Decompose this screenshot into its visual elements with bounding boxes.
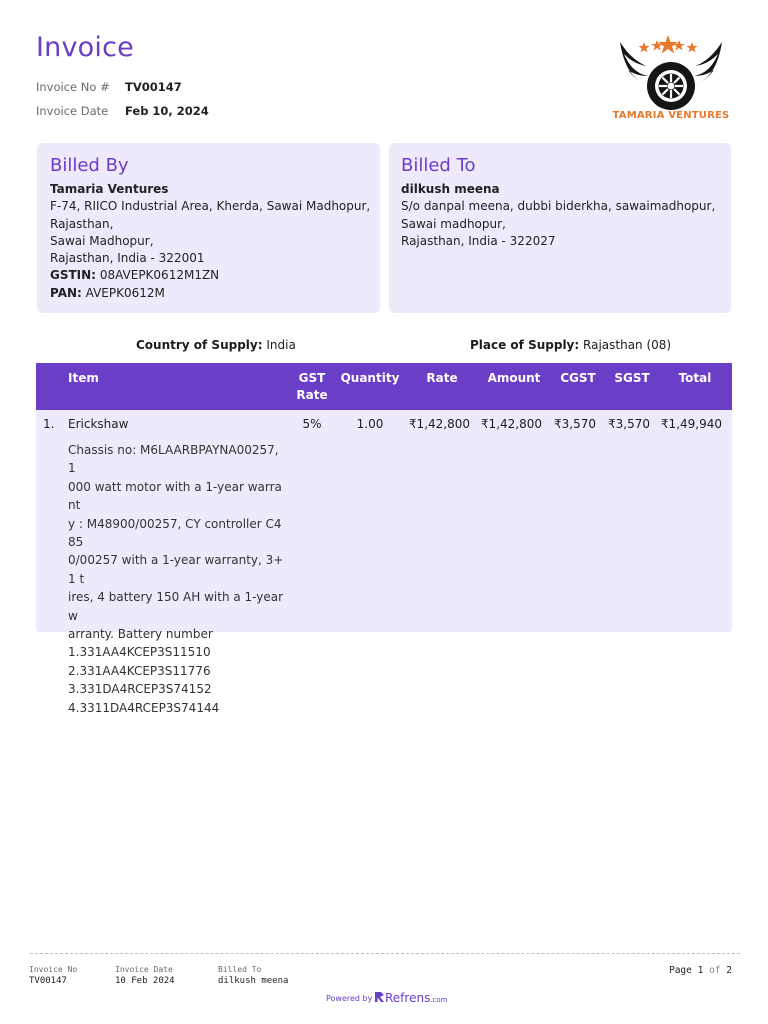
table-header — [36, 363, 732, 410]
page-indicator — [669, 965, 732, 976]
items-table — [36, 363, 732, 715]
logo-text: TAMARIA VENTURES — [612, 110, 730, 121]
billed-by-pan — [50, 285, 370, 302]
gstin-label: GSTIN: — [50, 268, 96, 283]
country-of-supply — [136, 338, 296, 352]
description-line: 2.331AA4KCEP3S11776 — [68, 663, 211, 678]
billed-by-name: Tamaria Ventures — [50, 182, 169, 196]
invoice-title: Invoice — [36, 32, 134, 63]
invoice-number-value: TV00147 — [125, 80, 182, 94]
page-current: 1 — [697, 965, 704, 976]
billed-to-name: dilkush meena — [401, 182, 500, 196]
billed-to-address-line: Rajasthan, India - 322027 — [401, 233, 556, 248]
row-index: 1. — [43, 417, 55, 431]
refrens-brand-link[interactable] — [374, 991, 448, 1005]
description-line: 000 watt motor with a 1-year warrant — [68, 479, 282, 513]
billed-to-address-line: Sawai madhopur, — [401, 216, 506, 231]
gstin-value: 08AVEPK0612M1ZN — [99, 268, 220, 283]
column-header-sgst: SGST — [614, 371, 650, 385]
page-total: 2 — [726, 965, 732, 976]
billed-by-heading: Billed By — [50, 155, 129, 176]
column-header-amount: Amount — [487, 371, 541, 385]
row-rate: ₹1,42,800 — [408, 417, 470, 431]
invoice-number-row — [36, 80, 182, 94]
invoice-date-label: Invoice Date — [36, 104, 109, 118]
footer-billed-to-value: dilkush meena — [218, 976, 289, 986]
page-of: of — [709, 965, 721, 976]
column-header-rate: Rate — [426, 371, 458, 385]
page-label: Page — [668, 965, 692, 976]
billed-by-address-line: Rajasthan, — [50, 216, 114, 231]
footer-invoice-no-value: TV00147 — [29, 976, 67, 986]
billed-by-gstin — [50, 267, 370, 284]
refrens-logo-icon — [374, 991, 385, 1003]
pan-value: AVEPK0612M — [85, 285, 165, 300]
column-header-gst-rate — [288, 370, 336, 404]
footer-billed-to-label: Billed To — [218, 965, 262, 974]
description-line: y : M48900/00257, CY controller C485 — [68, 516, 282, 550]
billed-to-heading: Billed To — [401, 155, 476, 176]
row-quantity: 1.00 — [356, 417, 384, 431]
description-line: 0/00257 with a 1-year warranty, 3+ 1 t — [68, 553, 284, 586]
description-line: 3.331DA4RCEP3S74152 — [68, 682, 212, 697]
company-logo — [612, 34, 730, 126]
place-of-supply — [470, 338, 671, 352]
footer-invoice-date-label: Invoice Date — [115, 965, 173, 974]
row-gst-rate: 5% — [302, 417, 322, 431]
invoice-date-row — [36, 104, 209, 118]
billed-by-address-line: Sawai Madhopur, — [50, 233, 154, 248]
powered-by-text: Powered by — [326, 994, 373, 1003]
row-description — [68, 441, 284, 717]
description-line: 4.3311DA4RCEP3S74144 — [68, 700, 220, 715]
billed-to-card — [389, 143, 731, 313]
row-amount: ₹1,42,800 — [480, 417, 542, 431]
invoice-number-label: Invoice No # — [36, 80, 110, 94]
gst-rate-header-line: Rate — [296, 388, 328, 402]
billed-to-details — [401, 181, 715, 250]
footer-invoice-date-value: 10 Feb 2024 — [115, 976, 175, 986]
billed-by-card — [37, 143, 380, 313]
description-line: Chassis no: M6LAARBPAYNA00257, 1 — [68, 443, 279, 476]
row-item-name: Erickshaw — [68, 417, 129, 431]
row-total: ₹1,49,940 — [660, 417, 722, 431]
column-header-quantity: Quantity — [340, 371, 400, 385]
country-of-supply-value: India — [266, 338, 296, 352]
description-line: ires, 4 battery 150 AH with a 1-year w — [68, 590, 284, 623]
row-sgst: ₹3,570 — [608, 417, 650, 431]
gst-rate-header-line: GST — [298, 371, 326, 385]
winged-wheel-logo-icon — [612, 34, 730, 112]
column-header-total: Total — [678, 371, 712, 385]
footer-invoice-no-label: Invoice No — [29, 965, 78, 974]
row-cgst: ₹3,570 — [554, 417, 596, 431]
footer-divider — [30, 953, 740, 954]
column-header-item: Item — [68, 371, 99, 385]
refrens-brand-suffix: .com — [430, 996, 448, 1004]
invoice-date-value: Feb 10, 2024 — [125, 104, 209, 118]
refrens-brand-name: Refrens — [385, 991, 431, 1005]
billed-by-address-line: F-74, RIICO Industrial Area, Kherda, Sawai Madhopur, — [50, 199, 371, 214]
pan-label: PAN: — [50, 285, 82, 300]
description-line: arranty. Battery number — [68, 627, 213, 642]
billed-by-details — [50, 181, 370, 302]
billed-to-address-line: S/o danpal meena, dubbi biderkha, sawaimadhopur, — [401, 199, 716, 214]
country-of-supply-label: Country of Supply: — [136, 338, 263, 352]
column-header-cgst: CGST — [560, 371, 596, 385]
billed-by-address-line: Rajasthan, India - 322001 — [50, 251, 205, 266]
place-of-supply-label: Place of Supply: — [470, 338, 580, 352]
description-line: 1.331AA4KCEP3S11510 — [68, 645, 211, 660]
place-of-supply-value: Rajasthan (08) — [583, 338, 672, 352]
